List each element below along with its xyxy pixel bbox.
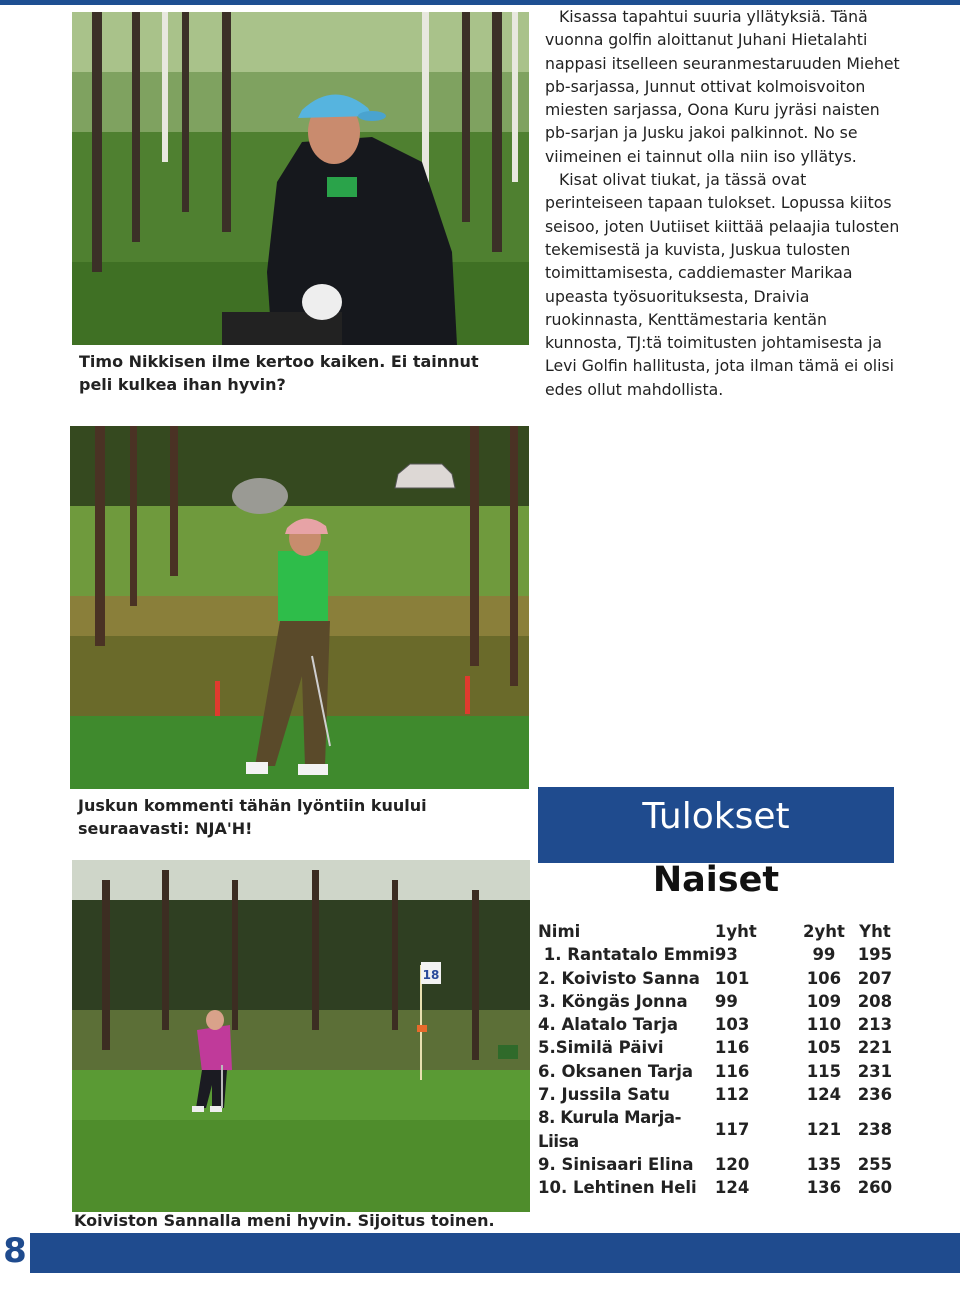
caption-koivisto-sanna: Koiviston Sannalla meni hyvin. Sijoitus toinen. — [74, 1211, 495, 1230]
caption-jusku: Juskun kommenti tähän lyöntiin kuului seuraavasti: NJA'H! — [78, 796, 427, 838]
header-name: Nimi — [538, 922, 581, 941]
table-row: 8. Kurula Marja-Liisa 117 121 238 — [538, 1108, 893, 1151]
results-category-title: Naiset — [652, 860, 780, 900]
article-paragraph: Kisat olivat tiukat, ja tässä ovat perinteiseen tapaan tulokset. Lopussa kiitos seisoo, joten Uutiiset kiittää pelaajia tulosten tekemisestä ja kuvista, Juskua tulosten toimittamisesta, caddiemaster Marikaa upeasta työsuorituksesta, Draivia ruokinnasta, Kenttämestaria kentän kunnosta, TJ:tä toimitusten johtamisesta ja Levi Golfin hallitusta, jota ilman tämä ei olisi edes ollut mahdollista. — [545, 170, 900, 399]
table-row: 7. Jussila Satu 112 124 236 — [538, 1085, 893, 1105]
table-row: 10. Lehtinen Heli 124 136 260 — [538, 1178, 893, 1198]
header-round1: 1yht — [714, 922, 757, 941]
page-number: 8 — [3, 1231, 27, 1271]
header-total: Yht — [859, 922, 891, 941]
photo-koivisto-sanna — [72, 860, 530, 1212]
table-row: 5.Similä Päivi 116 105 221 — [538, 1038, 893, 1058]
caption-timo-nikkinen: Timo Nikkisen ilme kertoo kaiken. Ei tainnut peli kulkea ihan hyvin? — [79, 352, 479, 394]
table-row: 3. Köngäs Jonna 99 109 208 — [538, 991, 893, 1011]
table-row: 1. Rantatalo Emmi 93 99 195 — [538, 945, 893, 965]
table-row: 4. Alatalo Tarja 103 110 213 — [538, 1015, 893, 1035]
article-paragraph: Kisassa tapahtui suuria yllätyksiä. Tänä vuonna golfin aloittanut Juhani Hietalahti nappasi itselleen seuranmestaruuden Miehet pb-sarjassa, Junnut ottivat kolmoisvoiton miesten sarjassa, Oona Kuru jyräsi naisten pb-sarjan ja Jusku jakoi palkinnot. No se viimeinen ei tainnut olla niin iso yllätys. — [545, 7, 900, 166]
header-round2: 2yht — [802, 922, 845, 941]
bottom-accent-bar — [0, 1233, 960, 1273]
results-table — [538, 920, 895, 1200]
article-text — [545, 5, 905, 401]
flag-number: 18 — [422, 968, 440, 982]
table-row: 2. Koivisto Sanna 101 106 207 — [538, 968, 893, 988]
table-row: 6. Oksanen Tarja 116 115 231 — [538, 1061, 893, 1081]
photo-jusku — [70, 426, 529, 789]
photo-timo-nikkinen — [72, 12, 529, 345]
table-row: 9. Sinisaari Elina 120 135 255 — [538, 1154, 893, 1174]
results-banner: Tulokset — [538, 787, 894, 863]
results-header-row — [538, 920, 895, 943]
